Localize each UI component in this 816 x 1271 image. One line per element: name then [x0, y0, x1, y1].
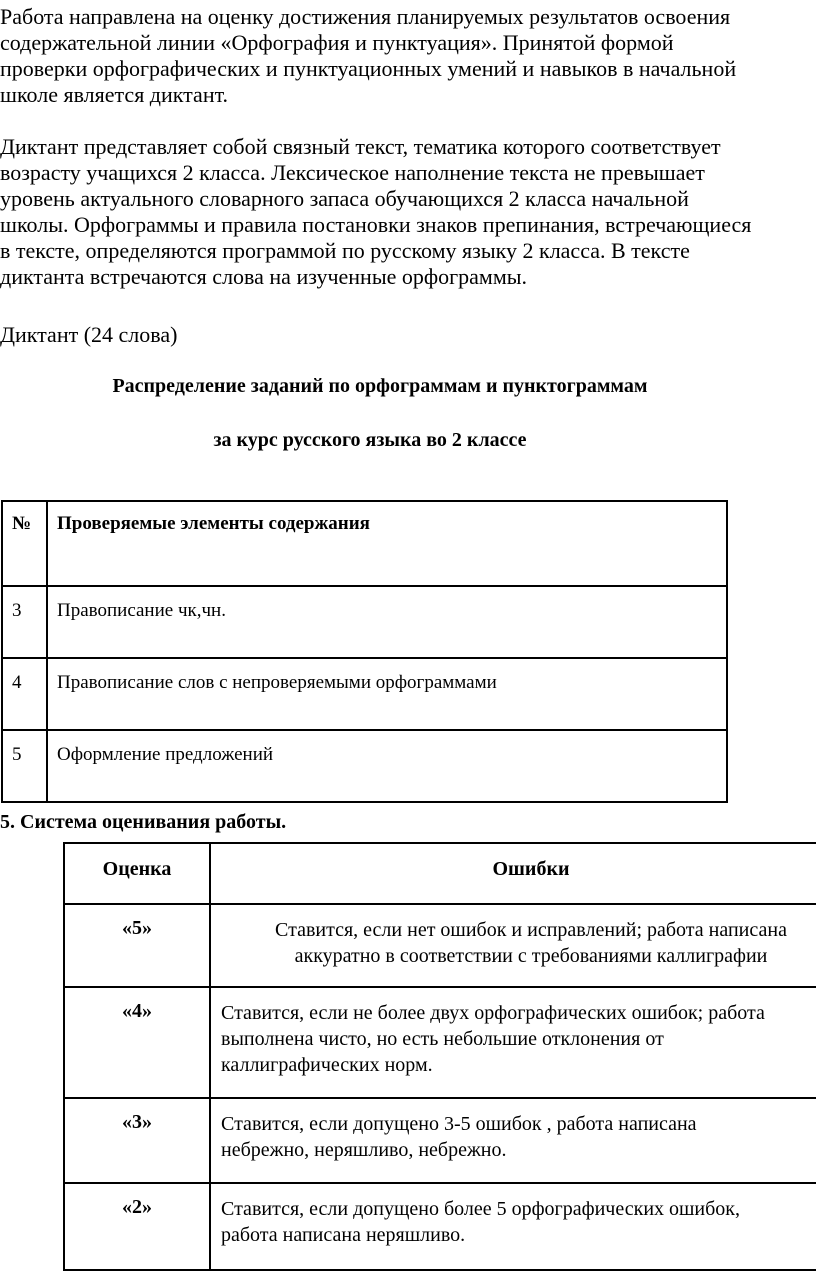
table-row: [2, 730, 727, 802]
intro-paragraph-2: [0, 134, 816, 290]
intro-paragraph-1: [0, 4, 816, 108]
number-column-header: №: [2, 501, 47, 586]
grade-description: [210, 1183, 816, 1270]
table-row: [64, 1183, 816, 1270]
row-text: Оформление предложений: [47, 730, 727, 802]
table-header-row: [64, 843, 816, 904]
table-row: [2, 586, 727, 658]
text-line: содержательной линии «Орфография и пунктуация». Принятой формой: [0, 30, 674, 55]
text-line: выполнена чисто, но есть небольшие отклонения от: [221, 1028, 664, 1050]
table-row: [64, 904, 816, 987]
dictation-word-count: Диктант (24 слова): [0, 322, 178, 347]
row-number: 3: [2, 586, 47, 658]
text-line: Работа направлена на оценку достижения планируемых результатов освоения: [0, 4, 731, 29]
grade-cell: «4»: [64, 987, 210, 1098]
text-line: работа написана неряшливо.: [221, 1224, 466, 1246]
text-line: Ставится, если нет ошибок и исправлений; работа написана: [275, 919, 787, 941]
elements-column-header: Проверяемые элементы содержания: [47, 501, 727, 586]
row-text: Правописание чк,чн.: [47, 586, 727, 658]
content-elements-table: [1, 500, 728, 803]
errors-column-header: Ошибки: [210, 843, 816, 904]
grade-description: [210, 904, 816, 987]
row-text: Правописание слов с непроверяемыми орфограммами: [47, 658, 727, 730]
row-number: 4: [2, 658, 47, 730]
table-header-row: [2, 501, 727, 586]
text-line: проверки орфографических и пунктуационных умений и навыков в начальной: [0, 56, 737, 81]
grade-cell: «3»: [64, 1098, 210, 1183]
row-number: 5: [2, 730, 47, 802]
text-line: каллиграфических норм.: [221, 1054, 433, 1076]
grading-section-heading: 5. Система оценивания работы.: [0, 811, 287, 833]
grade-cell: «2»: [64, 1183, 210, 1270]
grade-cell: «5»: [64, 904, 210, 987]
table-row: [64, 1098, 816, 1183]
text-line: в тексте, определяются программой по русскому языку 2 класса. В тексте: [0, 238, 690, 263]
table-row: [2, 658, 727, 730]
text-line: школе является диктант.: [0, 82, 229, 107]
text-line: небрежно, неряшливо, небрежно.: [221, 1139, 507, 1161]
text-line: Ставится, если допущено 3-5 ошибок , работа написана: [221, 1113, 697, 1135]
grading-table: [63, 842, 816, 1271]
text-line: Диктант представляет собой связный текст, тематика которого соответствует: [0, 134, 721, 159]
table-row: [64, 987, 816, 1098]
text-line: Ставится, если не более двух орфографических ошибок; работа: [221, 1002, 765, 1024]
text-line: уровень актуального словарного запаса обучающихся 2 класса начальной: [0, 186, 689, 211]
text-line: диктанта встречаются слова на изученные орфограммы.: [0, 264, 528, 289]
grade-description: [210, 1098, 816, 1183]
grade-column-header: Оценка: [64, 843, 210, 904]
grade-description: [210, 987, 816, 1098]
distribution-heading: Распределение заданий по орфограммам и пунктограммам: [112, 375, 648, 397]
distribution-subheading: за курс русского языка во 2 классе: [213, 429, 527, 451]
text-line: Ставится, если допущено более 5 орфографических ошибок,: [221, 1198, 741, 1220]
text-line: аккуратно в соответствии с требованиями каллиграфии: [294, 945, 768, 967]
text-line: возрасту учащихся 2 класса. Лексическое наполнение текста не превышает: [0, 160, 705, 185]
text-line: школы. Орфограммы и правила постановки знаков препинания, встречающиеся: [0, 212, 752, 237]
